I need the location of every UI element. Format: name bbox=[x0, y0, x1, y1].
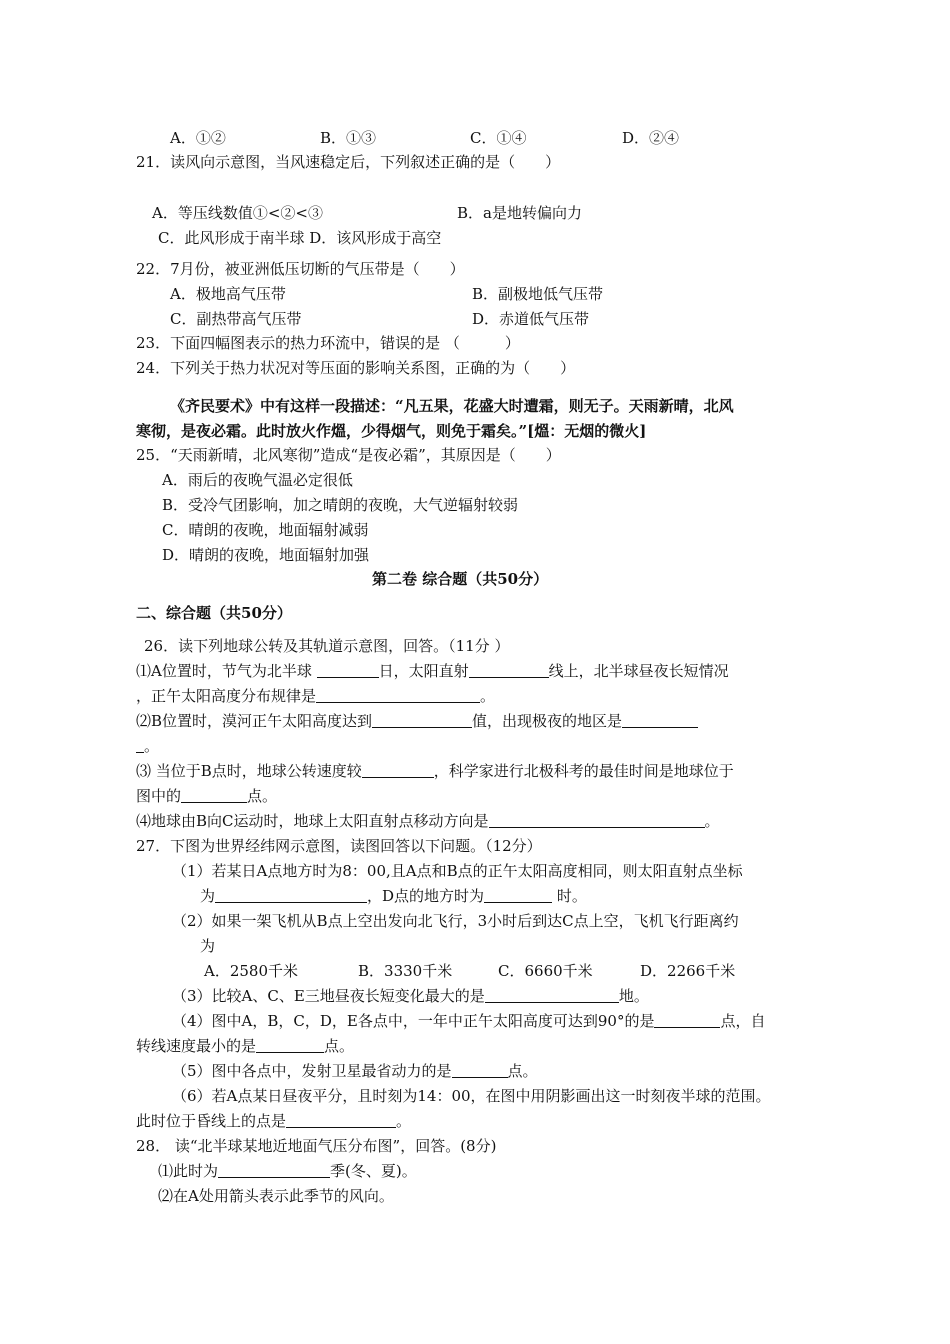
q27-stem: 27．下图为世界经纬网示意图，读图回答以下问题。（12分） bbox=[136, 837, 542, 855]
q26-part3-line2: 图中的 点。 bbox=[136, 787, 278, 805]
q27-option-a: A．2580千米 bbox=[204, 962, 299, 980]
q27-part4-line2: 转线速度最小的是 点。 bbox=[136, 1037, 355, 1055]
answer-blank[interactable] bbox=[622, 711, 698, 728]
q26-stem: 26．读下列地球公转及其轨道示意图，回答。（11分 ） bbox=[144, 637, 510, 655]
q27-part1-line1: （1）若某日A点地方时为8：00,且A点和B点的正午太阳高度相同，则太阳直射点坐标 bbox=[172, 862, 743, 880]
q22-stem: 22．7月份，被亚洲低压切断的气压带是（ ） bbox=[136, 260, 465, 278]
q21-option-b: B．a是地转偏向力 bbox=[457, 204, 582, 222]
q20-option-a: A．①② bbox=[170, 129, 226, 147]
q23-stem: 23．下面四幅图表示的热力环流中，错误的是 （ ） bbox=[136, 334, 520, 352]
passage-line-2: 寒彻，是夜必霜。此时放火作熅，少得烟气，则免于霜矣。”[熅：无烟的微火] bbox=[136, 422, 647, 440]
q27-option-c: C．6660千米 bbox=[498, 962, 593, 980]
answer-blank[interactable] bbox=[286, 1111, 396, 1128]
q21-option-a: A．等压线数值①<②<③ bbox=[152, 204, 323, 222]
q26-part2-line1: ⑵B位置时，漠河正午太阳高度达到 值，出现极夜的地区是 bbox=[136, 711, 698, 731]
passage-line-1: 《齐民要术》中有这样一段描述：“凡五果，花盛大时遭霜，则无子。天雨新晴，北风 bbox=[170, 397, 734, 415]
q27-part2-line2: 为 bbox=[200, 937, 216, 955]
answer-blank[interactable] bbox=[654, 1011, 720, 1028]
answer-blank[interactable] bbox=[317, 661, 379, 678]
q28-part2: ⑵在A处用箭头表示此季节的风向。 bbox=[158, 1187, 394, 1205]
q20-option-c: C．①④ bbox=[470, 129, 527, 147]
q20-option-d: D．②④ bbox=[622, 129, 680, 147]
q27-option-b: B．3330千米 bbox=[358, 962, 453, 980]
q25-option-c: C．晴朗的夜晚，地面辐射减弱 bbox=[162, 521, 369, 539]
q26-part2-line2: 。 bbox=[136, 736, 159, 756]
q27-option-d: D．2266千米 bbox=[640, 962, 736, 980]
q27-part3: （3）比较A、C、E三地昼夜长短变化最大的是 地。 bbox=[172, 987, 649, 1005]
q25-stem: 25．“天雨新晴，北风寒彻”造成“是夜必霜”，其原因是（ ） bbox=[136, 446, 561, 464]
q28-part1: ⑴此时为 季(冬、夏)。 bbox=[158, 1162, 417, 1180]
q22-option-b: B．副极地低气压带 bbox=[472, 285, 604, 303]
answer-blank[interactable] bbox=[452, 1061, 508, 1078]
q27-part1-line2: 为 ，D点的地方时为 时。 bbox=[200, 887, 587, 905]
part2-title: 第二卷 综合题（共50分） bbox=[372, 570, 549, 588]
q26-part4: ⑷地球由B向C运动时，地球上太阳直射点移动方向是 。 bbox=[136, 812, 720, 830]
q22-option-d: D．赤道低气压带 bbox=[472, 310, 590, 328]
q27-part4-line1: （4）图中A，B，C，D，E各点中，一年中正午太阳高度可达到90°的是 点，自 bbox=[172, 1012, 766, 1030]
answer-blank[interactable] bbox=[136, 736, 144, 753]
answer-blank[interactable] bbox=[372, 711, 472, 728]
answer-blank[interactable] bbox=[489, 811, 705, 828]
q27-part5: （5）图中各点中，发射卫星最省动力的是 点。 bbox=[172, 1062, 538, 1080]
answer-blank[interactable] bbox=[484, 886, 552, 903]
q25-option-b: B．受冷气团影响，加之晴朗的夜晚，大气逆辐射较弱 bbox=[162, 496, 519, 514]
q24-stem: 24．下列关于热力状况对等压面的影响关系图，正确的为（ ） bbox=[136, 359, 576, 377]
answer-blank[interactable] bbox=[181, 786, 247, 803]
q27-part6-line2: 此时位于昏线上的点是 。 bbox=[136, 1112, 412, 1130]
q21-option-cd: C．此风形成于南半球 D．该风形成于高空 bbox=[158, 229, 442, 247]
q25-option-d: D．晴朗的夜晚，地面辐射加强 bbox=[162, 546, 370, 564]
q27-part6-line1: （6）若A点某日昼夜平分，且时刻为14：00，在图中用阴影画出这一时刻夜半球的范围。 bbox=[172, 1087, 771, 1105]
answer-blank[interactable] bbox=[256, 1036, 324, 1053]
answer-blank[interactable] bbox=[485, 986, 619, 1003]
q22-option-a: A．极地高气压带 bbox=[170, 285, 286, 303]
q26-part1-line1: ⑴A位置时，节气为北半球 日，太阳直射 线上，北半球昼夜长短情况 bbox=[136, 662, 729, 680]
q28-stem: 28． 读“北半球某地近地面气压分布图”，回答。(8分) bbox=[136, 1137, 497, 1155]
section-heading: 二、综合题（共50分） bbox=[136, 604, 292, 622]
q26-part1-line2: ，正午太阳高度分布规律是 。 bbox=[136, 687, 496, 705]
answer-blank[interactable] bbox=[362, 761, 434, 778]
q22-option-c: C．副热带高气压带 bbox=[170, 310, 302, 328]
q21-stem: 21．读风向示意图，当风速稳定后，下列叙述正确的是（ ） bbox=[136, 153, 561, 171]
answer-blank[interactable] bbox=[218, 1161, 330, 1178]
answer-blank[interactable] bbox=[469, 661, 549, 678]
answer-blank[interactable] bbox=[316, 686, 480, 703]
q26-part3-line1: ⑶ 当位于B点时，地球公转速度较 ，科学家进行北极科考的最佳时间是地球位于 bbox=[136, 762, 734, 780]
q25-option-a: A．雨后的夜晚气温必定很低 bbox=[162, 471, 353, 489]
q27-part2-line1: （2）如果一架飞机从B点上空出发向北飞行，3小时后到达C点上空，飞机飞行距离约 bbox=[172, 912, 739, 930]
answer-blank[interactable] bbox=[215, 886, 367, 903]
q20-option-b: B．①③ bbox=[320, 129, 377, 147]
